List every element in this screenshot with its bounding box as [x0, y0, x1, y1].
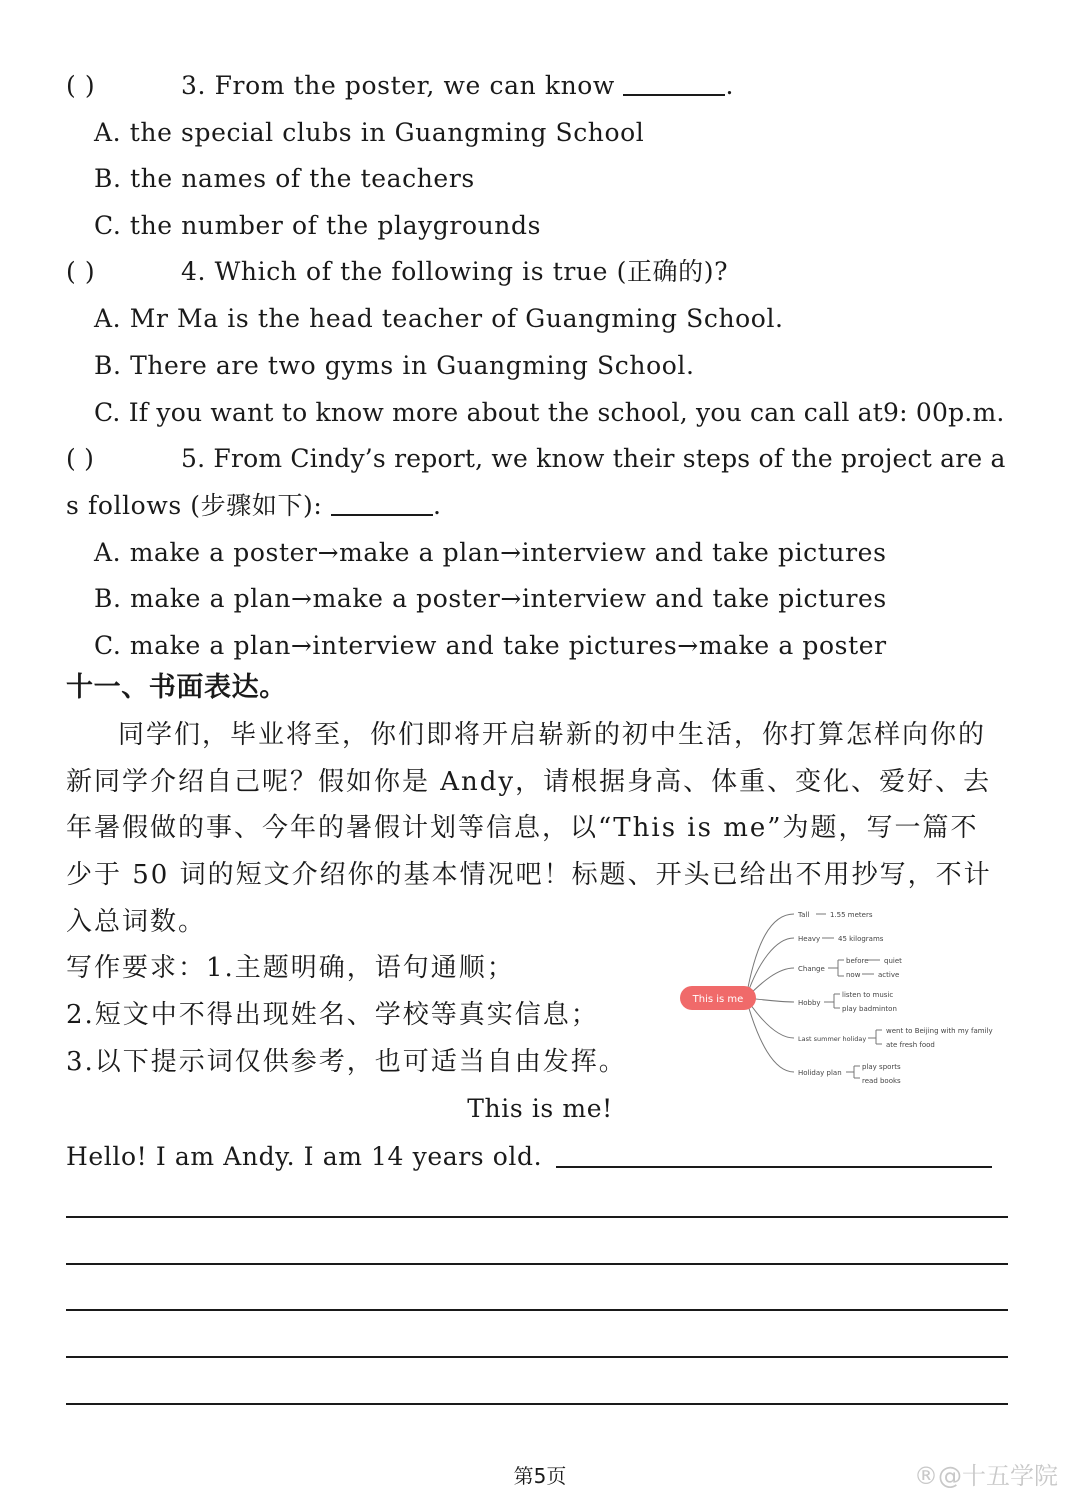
question-text: Which of the following is true (正确的)? — [214, 257, 729, 286]
question-5-stem-cont — [66, 490, 1014, 522]
answer-paren: ( ) — [66, 71, 96, 100]
option-c: C. If you want to know more about the school, you can call at9: 00p.m. — [94, 398, 1005, 427]
question-end: . — [725, 71, 735, 100]
essay-start-line — [66, 1140, 1014, 1173]
requirement-1: 写作要求：1.主题明确，语句通顺； — [66, 953, 515, 983]
option-a: A. the special clubs in Guangming School — [94, 118, 645, 147]
prompt-line-3: 年暑假做的事、今年的暑假计划等信息，以“This is me”为题，写一篇不 — [66, 813, 979, 843]
node-holiday-1: went to Beijing with my family — [886, 1027, 993, 1035]
option-c: C. make a plan→interview and take pictures→make a poster — [94, 631, 887, 660]
node-holiday-plan: Holiday plan — [798, 1069, 842, 1077]
option-b: B. make a plan→make a poster→interview and take pictures — [94, 584, 887, 613]
requirement-3: 3.以下提示词仅供参考，也可适当自由发挥。 — [66, 1047, 627, 1077]
writing-line[interactable] — [66, 1263, 1008, 1265]
question-3-stem — [66, 70, 1014, 102]
node-holiday-2: ate fresh food — [886, 1041, 935, 1049]
question-end: . — [432, 491, 442, 520]
prompt-line-1: 同学们，毕业将至，你们即将开启崭新的初中生活，你打算怎样向你的 — [118, 720, 987, 750]
question-number: 4. — [181, 257, 207, 286]
node-tall-value: 1.55 meters — [830, 911, 873, 919]
node-last-holiday: Last summer holiday — [798, 1035, 867, 1043]
question-number: 3. — [181, 71, 207, 100]
writing-line[interactable] — [66, 1356, 1008, 1358]
prompt-line-5: 入总词数。 — [66, 907, 207, 937]
prompt-line-4: 少于 50 词的短文介绍你的基本情况吧！标题、开头已给出不用抄写，不计 — [66, 860, 992, 890]
mind-map — [676, 902, 1016, 1092]
writing-line[interactable] — [66, 1309, 1008, 1311]
essay-start: Hello! I am Andy. I am 14 years old. — [66, 1142, 543, 1171]
answer-blank — [331, 490, 433, 516]
node-now: now — [846, 971, 861, 979]
node-heavy: Heavy — [798, 935, 821, 943]
node-hobby: Hobby — [798, 999, 821, 1007]
writing-line[interactable] — [66, 1403, 1008, 1405]
question-text: From Cindy’s report, we know their steps of the project are a — [213, 444, 1006, 473]
node-change: Change — [798, 965, 825, 973]
question-number: 5. — [181, 444, 206, 473]
section-heading: 十一、书面表达。 — [66, 672, 287, 703]
mind-map-center: This is me — [692, 994, 744, 1005]
node-hobby-1: listen to music — [842, 991, 894, 999]
question-5-stem — [66, 443, 1014, 475]
watermark: ®@十五学院 — [914, 1462, 1058, 1490]
node-now-value: active — [878, 971, 900, 979]
node-plan-1: play sports — [862, 1063, 901, 1071]
option-b: B. There are two gyms in Guangming School. — [94, 351, 695, 380]
prompt-line-2: 新同学介绍自己呢？假如你是 Andy，请根据身高、体重、变化、爱好、去 — [66, 767, 992, 797]
option-c: C. the number of the playgrounds — [94, 211, 542, 240]
option-a: A. Mr Ma is the head teacher of Guangming School. — [94, 304, 784, 333]
writing-blank[interactable] — [556, 1140, 992, 1168]
option-a: A. make a poster→make a plan→interview and take pictures — [94, 538, 887, 567]
page-number: 第5页 — [513, 1464, 567, 1488]
node-plan-2: read books — [862, 1077, 901, 1085]
answer-blank — [623, 70, 725, 96]
option-b: B. the names of the teachers — [94, 164, 475, 193]
question-text-cont: s follows (步骤如下): — [66, 491, 323, 520]
requirement-2: 2.短文中不得出现姓名、学校等真实信息； — [66, 1000, 599, 1030]
node-before-value: quiet — [884, 957, 902, 965]
node-tall: Tall — [798, 911, 810, 919]
answer-paren: ( ) — [66, 444, 95, 473]
node-heavy-value: 45 kilograms — [838, 935, 884, 943]
question-4-stem — [66, 256, 1014, 288]
writing-line[interactable] — [66, 1216, 1008, 1218]
answer-paren: ( ) — [66, 257, 96, 286]
question-text: From the poster, we can know — [214, 71, 615, 100]
node-hobby-2: play badminton — [842, 1005, 897, 1013]
node-before: before — [846, 957, 869, 965]
essay-title: This is me! — [467, 1094, 613, 1123]
